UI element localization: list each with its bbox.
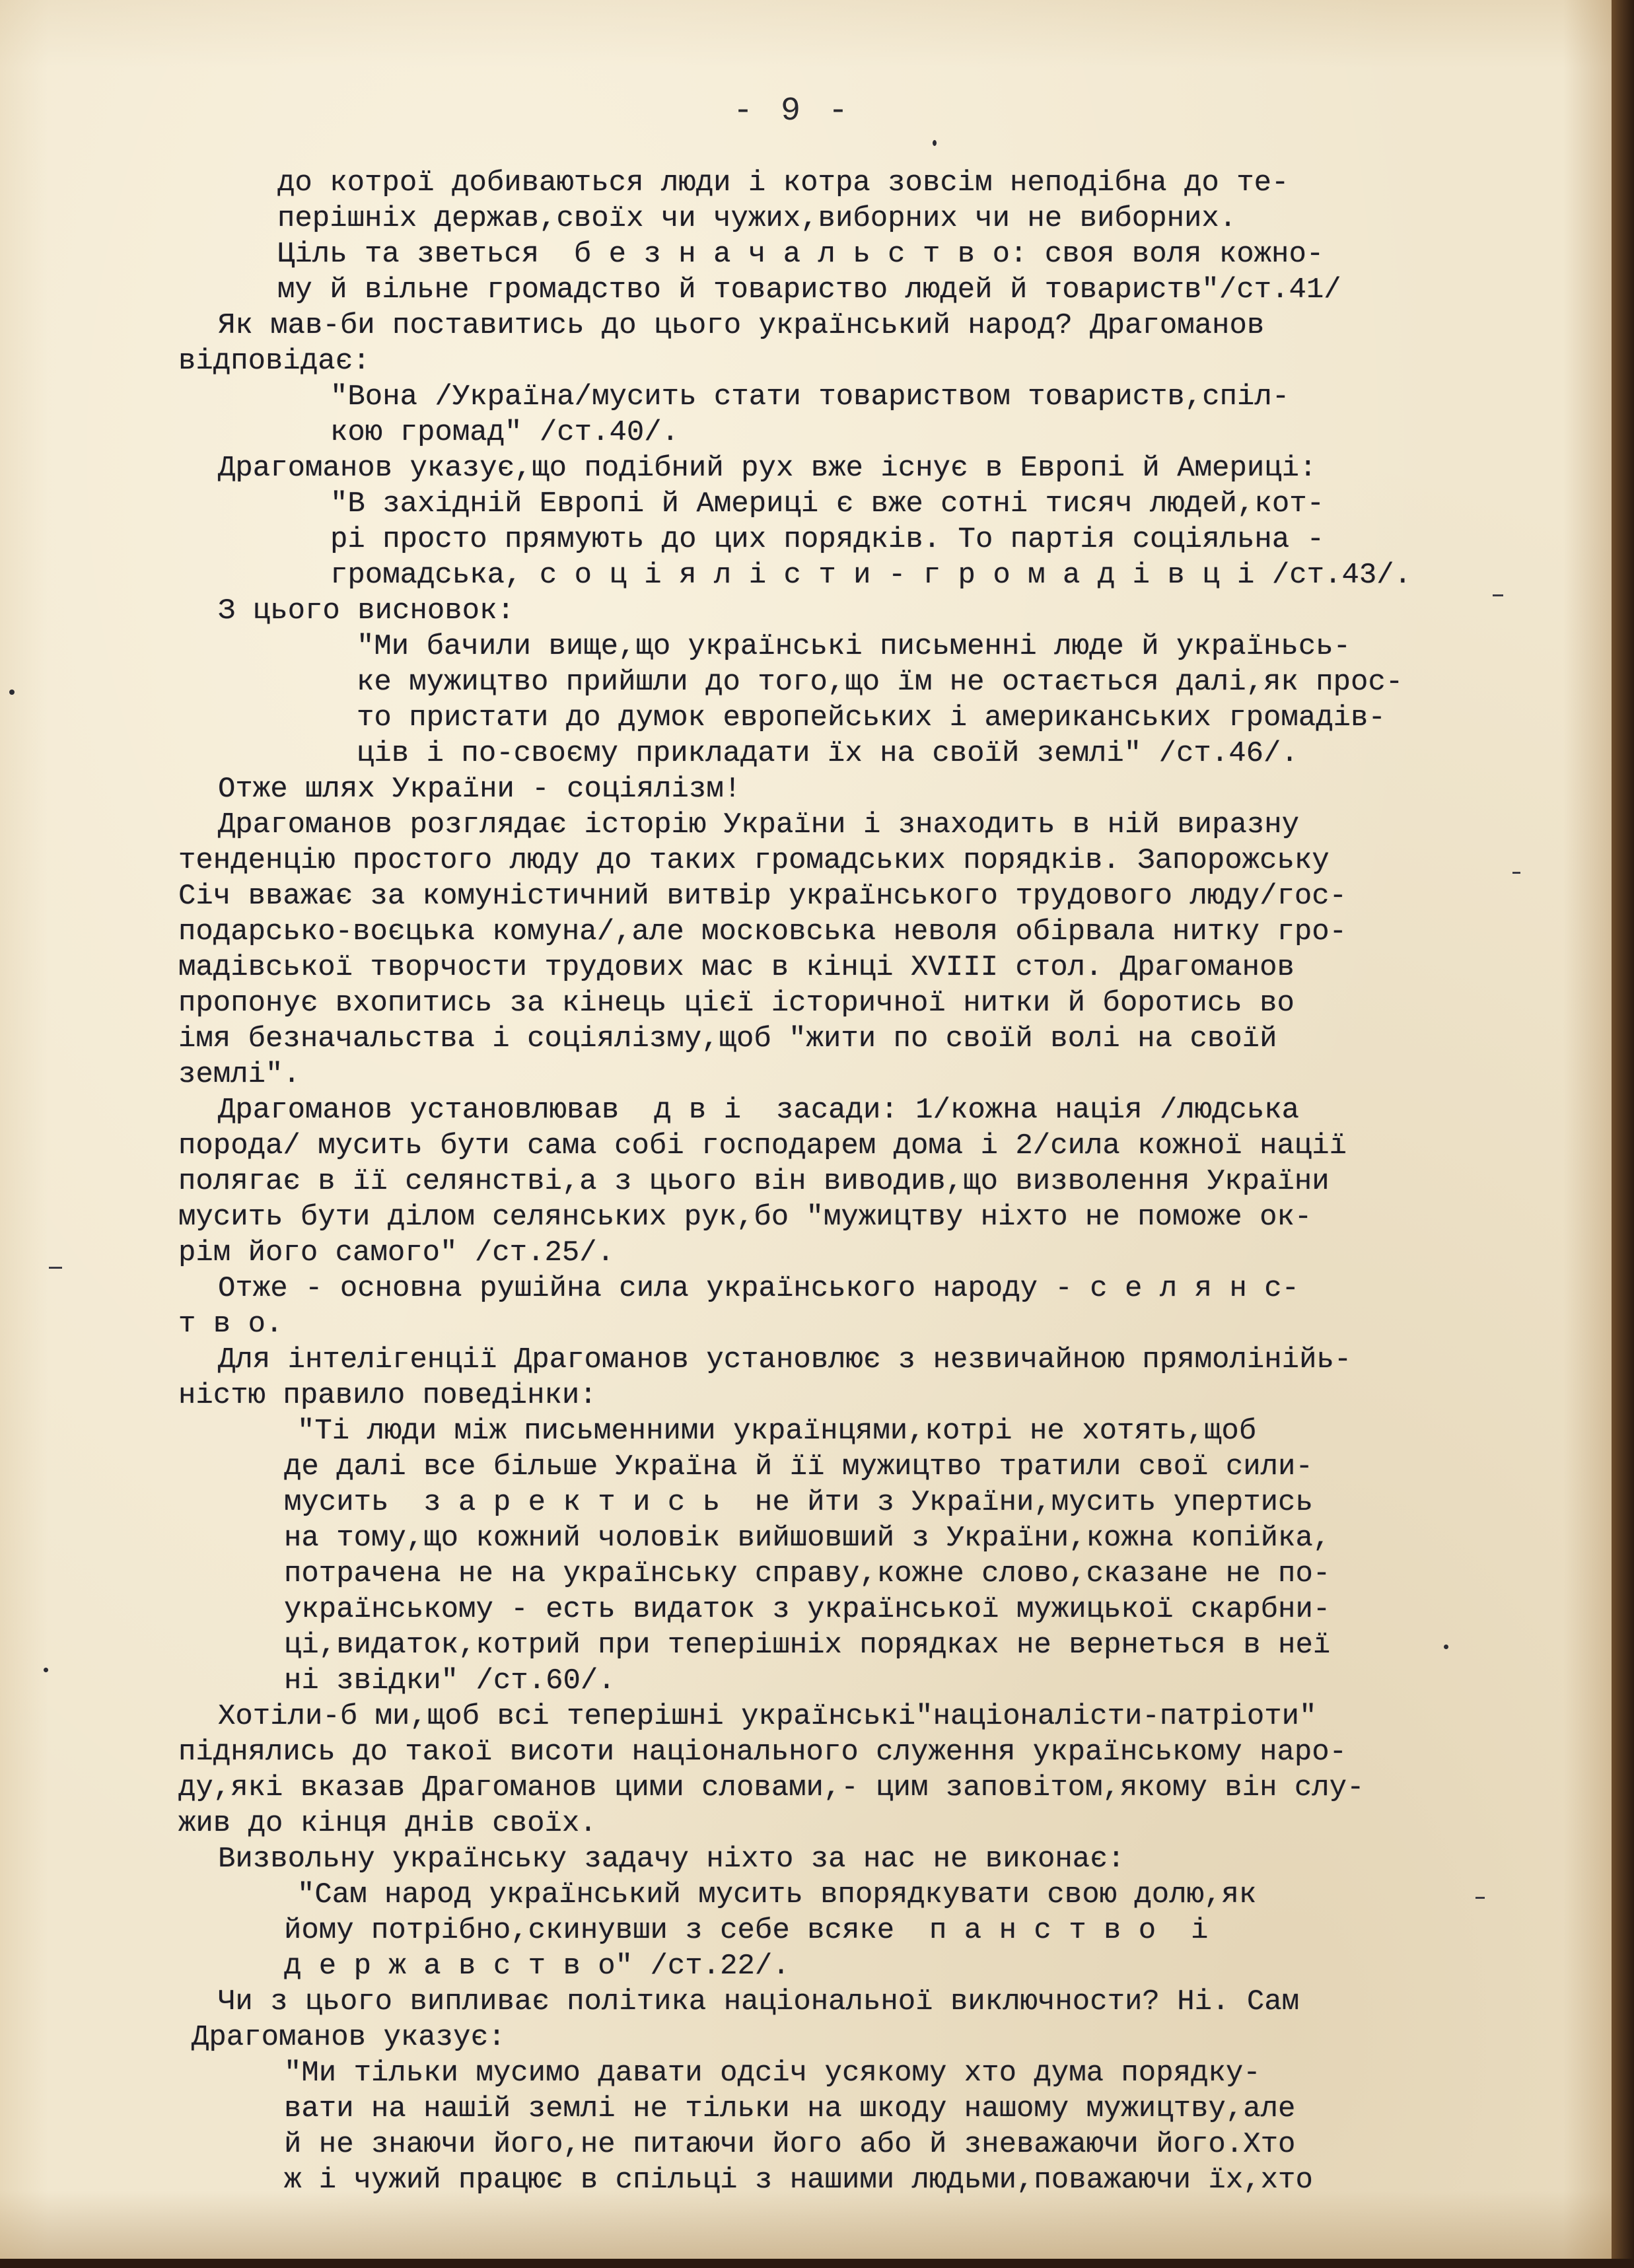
text-line: "Сам народ український мусить впорядкувати свою долю,як	[297, 1878, 1257, 1911]
text-line: ністю правило поведінки:	[178, 1379, 597, 1412]
margin-dot	[1444, 1645, 1448, 1649]
text-line: землі".	[178, 1058, 301, 1091]
text-line: "В західній Европі й Америці є вже сотні тисяч людей,кот-	[330, 487, 1325, 520]
text-line: кою громад" /ст.40/.	[330, 416, 680, 449]
text-line: ж і чужий працює в спільці з нашими людьми,поважаючи їх,хто	[284, 2164, 1313, 2197]
text-line: потрачена не на українську справу,кожне слово,сказане не по-	[284, 1557, 1331, 1590]
text-line: Січ вважає за комуністичний витвір українського трудового люду/гос-	[178, 880, 1347, 913]
text-line: ні звідки" /ст.60/.	[284, 1664, 616, 1697]
margin-dot	[9, 690, 15, 695]
page-bottom-shadow	[0, 2259, 1634, 2268]
text-line: т в о.	[178, 1308, 283, 1341]
text-line: Драгоманов указує,що подібний рух вже існує в Европі й Америці:	[218, 452, 1317, 485]
text-line: на тому,що кожний чоловік вийшовший з України,кожна копійка,	[284, 1522, 1331, 1555]
text-line: відповідає:	[178, 345, 371, 378]
text-line: "Ті люди між письменними українцями,котрі не хотять,щоб	[297, 1415, 1257, 1448]
text-line: вати на нашій землі не тільки на шкоду нашому мужицтву,але	[284, 2092, 1296, 2125]
text-line: й не знаючи його,не питаючи його або й зневажаючи його.Хто	[284, 2128, 1296, 2161]
text-line: рі просто прямують до цих порядків. То партія соціяльна -	[330, 523, 1325, 556]
margin-dash	[1512, 872, 1520, 874]
text-line: Ціль та зветься б е з н а ч а л ь с т в о: своя воля кожно-	[277, 238, 1324, 271]
text-line: рім його самого" /ст.25/.	[178, 1236, 615, 1269]
text-line: мусить бути ділом селянських рук,бо "мужицтву ніхто не поможе ок-	[178, 1201, 1312, 1234]
text-line: ке мужицтво прийшли до того,що їм не остається далі,як прос-	[357, 666, 1403, 699]
text-line: мусить з а р е к т и с ь не йти з України,мусить упертись	[284, 1486, 1313, 1519]
text-line: Драгоманов установлював д в і засади: 1/кожна нація /людська	[218, 1094, 1300, 1127]
text-line: де далі все більше Україна й її мужицтво тратили свої сили-	[284, 1450, 1313, 1483]
margin-dash	[1493, 594, 1503, 596]
text-line: піднялись до такої висоти національного служення українському наро-	[178, 1736, 1347, 1769]
text-line: йому потрібно,скинувши з себе всяке п а н с т в о і	[284, 1914, 1209, 1947]
text-line: перішніх держав,своїх чи чужих,виборних чи не виборних.	[277, 202, 1237, 235]
margin-dash	[1475, 1897, 1485, 1899]
margin-dash	[49, 1267, 62, 1269]
text-line: "Ми бачили вище,що українські письменні люде й україньсь-	[357, 630, 1351, 663]
text-line: Драгоманов указує:	[192, 2021, 506, 2054]
page-right-shadow	[1612, 0, 1634, 2268]
margin-dot	[933, 140, 937, 146]
text-line: Для інтелігенції Драгоманов установлює з незвичайною прямолінійь-	[218, 1343, 1352, 1376]
text-line: Як мав-би поставитись до цього український народ? Драгоманов	[218, 309, 1265, 342]
text-line: Отже - основна рушійна сила українського народу - с е л я н с-	[218, 1272, 1300, 1305]
text-line: подарсько-воєцька комуна/,але московська неволя обірвала нитку гро-	[178, 915, 1347, 948]
text-line: порода/ мусить бути сама собі господарем дома і 2/сила кожної нації	[178, 1129, 1347, 1162]
text-line: ців і по-своєму прикладати їх на своїй землі" /ст.46/.	[357, 737, 1298, 770]
text-line: імя безначальства і соціялізму,щоб "жити по своїй волі на своїй	[178, 1022, 1277, 1055]
text-line: українському - есть видаток з української мужицької скарбни-	[284, 1593, 1331, 1626]
text-line: до котрої добиваються люди і котра зовсім неподібна до те-	[277, 166, 1289, 199]
text-line: "Вона /Україна/мусить стати товариством товариств,спіл-	[330, 380, 1290, 413]
page-number: - 9 -	[732, 92, 853, 130]
text-line: З цього висновок:	[218, 594, 515, 627]
text-line: мадівської творчости трудових мас в кінці XVIII стол. Драгоманов	[178, 951, 1295, 984]
text-line: ці,видаток,котрий при теперішніх порядках не вернеться в неї	[284, 1629, 1331, 1662]
text-line: жив до кінця днів своїх.	[178, 1807, 597, 1840]
text-line: Визвольну українську задачу ніхто за нас не виконає:	[218, 1843, 1125, 1876]
text-line: "Ми тільки мусимо давати одсіч усякому хто дума порядку-	[284, 2057, 1261, 2090]
text-line: громадська, с о ц і я л і с т и - г р о м а д і в ц і /ст.43/.	[330, 559, 1412, 592]
margin-dot	[44, 1668, 48, 1672]
text-line: му й вільне громадство й товариство людей й товариств"/ст.41/	[277, 273, 1341, 306]
text-line: полягає в її селянстві,а з цього він виводив,що визволення України	[178, 1165, 1330, 1198]
text-line: Драгоманов розглядає історію України і знаходить в ній виразну	[218, 808, 1300, 841]
text-line: Отже шлях України - соціялізм!	[218, 773, 742, 806]
text-line: Хотіли-б ми,щоб всі теперішні українські"націоналісти-патріоти"	[218, 1700, 1317, 1733]
text-line: д е р ж а в с т в о" /ст.22/.	[284, 1950, 790, 1983]
text-line: Чи з цього випливає політика національної виключности? Ні. Сам	[218, 1985, 1300, 2018]
text-line: пропонує вхопитись за кінець цієї історичної нитки й боротись во	[178, 987, 1295, 1020]
text-line: тенденцію простого люду до таких громадських порядків. Запорожську	[178, 844, 1330, 877]
text-line: то пристати до думок европейських і американських громадів-	[357, 701, 1386, 734]
text-line: ду,які вказав Драгоманов цими словами,- цим заповітом,якому він слу-	[178, 1771, 1365, 1804]
